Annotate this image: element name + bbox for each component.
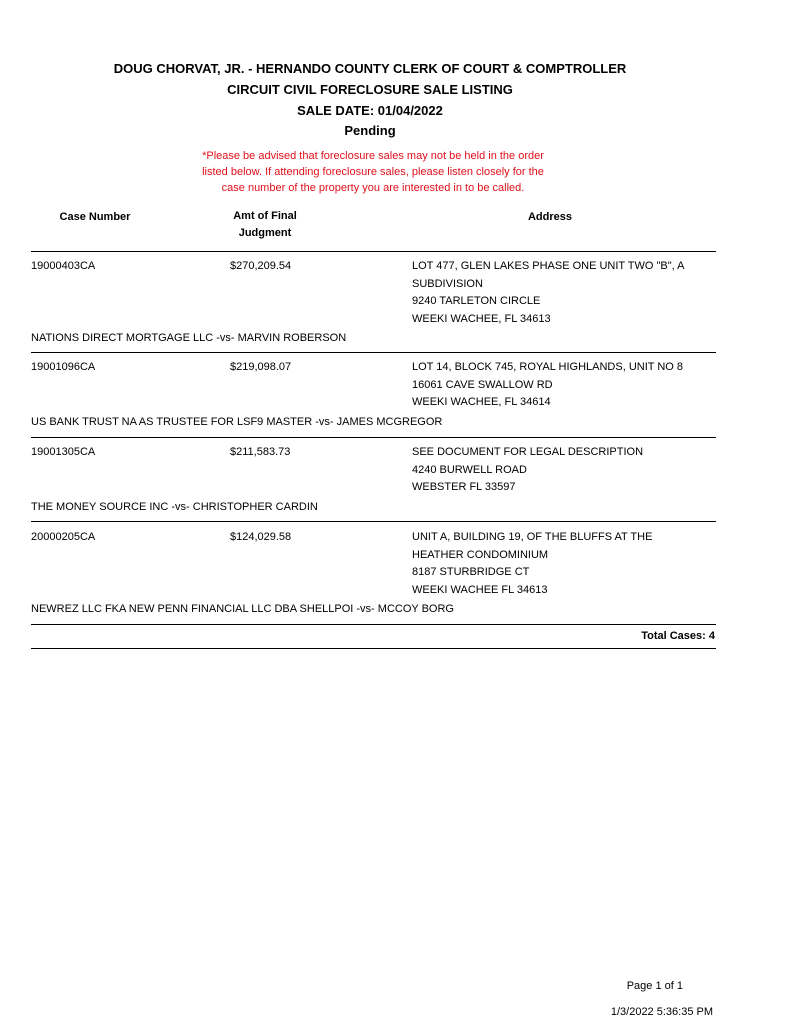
page-number: Page 1 of 1 (626, 980, 683, 992)
address-line: 8187 STURBRIDGE CT (412, 566, 530, 578)
address-line: WEBSTER FL 33597 (412, 481, 516, 493)
column-header-amount-line2: Judgment (238, 227, 292, 239)
notice-line-2: listed below. If attending foreclosure sales, please listen closely for the (202, 166, 544, 178)
property-address (412, 359, 717, 412)
judgment-amount: $270,209.54 (230, 260, 292, 272)
address-line: 16061 CAVE SWALLOW RD (412, 378, 553, 391)
total-cases: Total Cases: 4 (641, 630, 715, 642)
row-divider (31, 521, 716, 522)
column-header-amount-line1: Amt of Final (233, 210, 297, 222)
judgment-amount: $124,029.58 (230, 531, 292, 543)
case-number: 19001305CA (31, 446, 96, 458)
case-number: 20000205CA (31, 531, 96, 543)
address-line: HEATHER CONDOMINIUM (412, 548, 549, 561)
case-parties: NEWREZ LLC FKA NEW PENN FINANCIAL LLC DBA SHELLPOI -vs- MCCOY BORG (31, 603, 454, 615)
judgment-amount: $219,098.07 (230, 361, 292, 373)
address-line: SEE DOCUMENT FOR LEGAL DESCRIPTION (412, 446, 644, 458)
case-parties: THE MONEY SOURCE INC -vs- CHRISTOPHER CARDIN (31, 501, 318, 513)
address-line: LOT 14, BLOCK 745, ROYAL HIGHLANDS, UNIT NO 8 (412, 361, 684, 373)
address-line: WEEKI WACHEE, FL 34614 (412, 396, 551, 408)
column-header-amount (205, 208, 325, 242)
clerk-title: DOUG CHORVAT, JR. - HERNANDO COUNTY CLERK OF COURT & COMPTROLLER (113, 61, 627, 76)
listing-title: CIRCUIT CIVIL FORECLOSURE SALE LISTING (227, 82, 513, 97)
column-header-address: Address (527, 211, 573, 223)
address-line: SUBDIVISION (412, 277, 483, 290)
sale-date: SALE DATE: 01/04/2022 (297, 103, 443, 118)
status-label: Pending (344, 123, 396, 138)
address-line: 9240 TARLETON CIRCLE (412, 295, 541, 307)
property-address (412, 529, 717, 599)
case-parties: US BANK TRUST NA AS TRUSTEE FOR LSF9 MASTER -vs- JAMES MCGREGOR (31, 416, 443, 428)
property-address (412, 444, 717, 497)
address-line: WEEKI WACHEE FL 34613 (412, 583, 548, 596)
property-address (412, 258, 717, 328)
address-line: UNIT A, BUILDING 19, OF THE BLUFFS AT THE (412, 531, 653, 543)
row-divider (31, 352, 716, 353)
footer-rule (31, 648, 716, 649)
column-header-case-number: Case Number (59, 211, 131, 223)
address-line: LOT 477, GLEN LAKES PHASE ONE UNIT TWO "B", A (412, 260, 685, 272)
case-number: 19000403CA (31, 260, 96, 272)
header-rule (31, 251, 716, 252)
notice-line-3: case number of the property you are interested in to be called. (221, 182, 525, 194)
print-timestamp: 1/3/2022 5:36:35 PM (610, 1006, 713, 1018)
notice-line-1: *Please be advised that foreclosure sales may not be held in the order (202, 150, 544, 162)
judgment-amount: $211,583.73 (230, 446, 291, 458)
address-line: WEEKI WACHEE, FL 34613 (412, 312, 551, 325)
case-parties: NATIONS DIRECT MORTGAGE LLC -vs- MARVIN ROBERSON (31, 332, 347, 344)
row-divider (31, 624, 716, 625)
row-divider (31, 437, 716, 438)
case-number: 19001096CA (31, 361, 96, 373)
address-line: 4240 BURWELL ROAD (412, 463, 527, 476)
